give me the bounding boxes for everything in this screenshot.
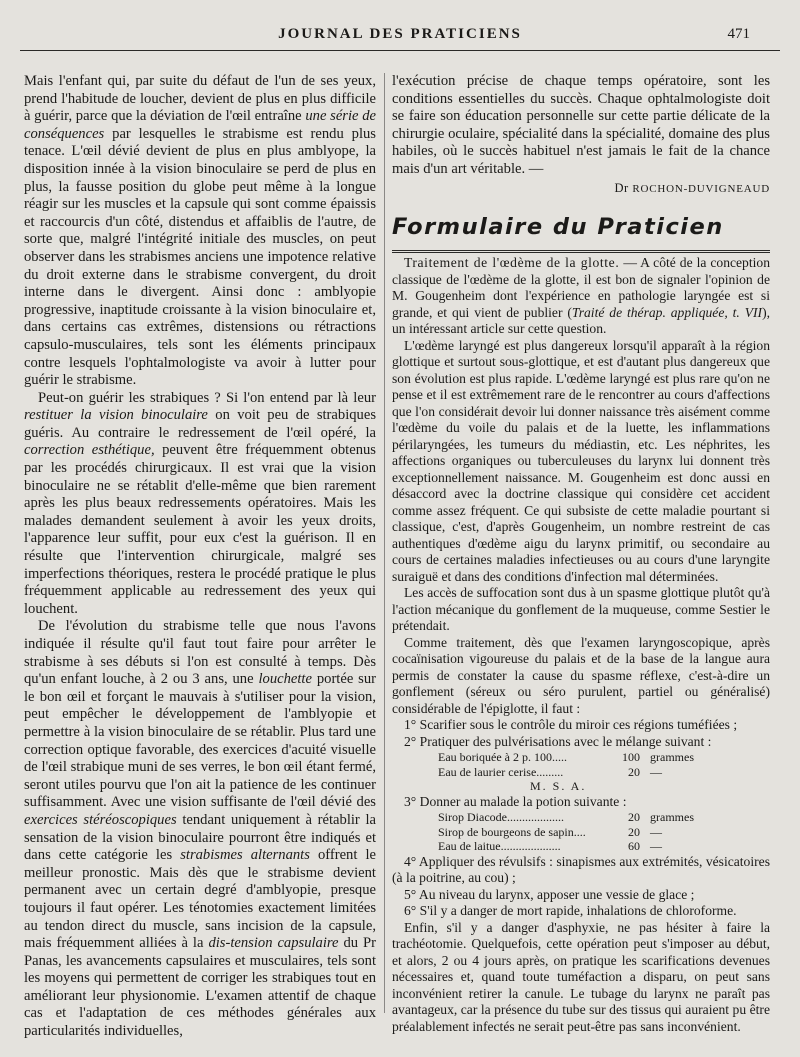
paragraph-guerir-strabiques: Peut-on guérir les strabiques ? Si l'on entend par là leur restituer la vision binoculaire on voit peu de strabiques guéris. Au contraire le redressement de l'œil opéré, la correction esthétique, peuvent être fréquemment obtenus par les procédés chirurgicaux. Il est vrai que la vision binoculaire ne se rétablit d'elle-même que bien rarement après les plus beaux redressements opératoires. Mais les malades demandent seulement à avoir les yeux droits, l'apparence leur suffit, pour eux c'est la guérison. Il en résulte que l'intervention chirurgicale, malgré ses imperfections théoriques, restera le procédé pratique le plus fréquemment applicable au redressement des yeux qui louchent. bbox=[24, 389, 376, 617]
column-divider bbox=[384, 73, 385, 1013]
page-number: 471 bbox=[727, 26, 750, 42]
italic-phrase: louchette bbox=[258, 671, 312, 688]
step-3: 3° Donner au malade la potion suivante : bbox=[404, 793, 627, 809]
italic-reference: Traité de thérap. appliquée, t. VII bbox=[571, 304, 763, 320]
paragraph-suffocation: Les accès de suffocation sont dus à un spasme glottique plutôt qu'à l'action mécanique du gonflement de la muqueuse, comme Sestier le prétendait. bbox=[392, 585, 770, 634]
italic-phrase: une série de conséquences bbox=[24, 108, 376, 142]
italic-phrase: exercices stéréoscopiques bbox=[24, 811, 177, 828]
section-title: Formulaire du Praticien bbox=[392, 214, 770, 253]
italic-phrase: dis-tension capsulaire bbox=[208, 935, 339, 952]
msa-note: M. S. A. bbox=[530, 779, 587, 794]
paragraph-traitement: Comme traitement, dès que l'examen laryngoscopique, après cocaïnisation vigoureuse du palais et de la base de la langue aura permis de constater la cause du spasme réflexe, c'est-à-dire un gonflement (séreux ou séro purulent, partiel ou généralisé) considérable de l'épiglotte, il faut : bbox=[392, 634, 770, 716]
paragraph-oedeme-intro: Traitement de l'œdème de la glotte. — A côté de la conception classique de l'œdème de la glotte, il est bon de signaler l'opinion de M. Gougenheim dont l'expérience en pathologie laryngée est si grande, et qui vient de publier (Traité de thérap. appliquée, t. VII), un intéressant article sur cette question. bbox=[392, 255, 770, 337]
step-2: 2° Pratiquer des pulvérisations avec le mélange suivant : bbox=[404, 733, 712, 749]
author-signature: Dr ROCHON-DUVIGNEAUD bbox=[614, 180, 770, 195]
paragraph-conclusion: l'exécution précise de chaque temps opératoire, sont les conditions essentielles du succès. Chaque ophtalmologiste doit se faire son éducation personnelle sur cette partie délicate de la chirurgie oculaire, spécialité dans la spécialité, domaine des plus habiles, où le succès habituel n'est jamais le fait de la chance mais d'un art véritable. — bbox=[392, 73, 770, 177]
prescription-row: Sirop Diacode................... 20 grammes bbox=[438, 810, 694, 825]
prescription-potion bbox=[392, 810, 770, 854]
formulaire-body bbox=[392, 255, 770, 1035]
journal-title: JOURNAL DES PRATICIENS bbox=[278, 26, 522, 42]
step-6: 6° S'il y a danger de mort rapide, inhalations de chloroforme. bbox=[404, 903, 737, 919]
paragraph-traitement-precoce: De l'évolution du strabisme telle que nous l'avons indiquée il résulte qu'il faut tout faire pour arrêter le strabisme à ses débuts si l'on est consulté à temps. Dès qu'un enfant louche, à 2 ou 3 ans, une louchette portée sur le bon œil et forçant le mauvais à s'utiliser pour la vision, peut empêcher le développement de l'amblyopie et permettre à la vision binoculaire de se rétablir. Plus tard une correction optique favorable, des exercices d'acuité visuelle de l'œil strabique muni de ses verres, le bon œil étant fermé, seront utiles pourvu que l'on ait la patience de les continuer suffisamment. Avec une vision suffisante de l'œil dévié des exercices stéréoscopiques tendant uniquement à rétablir la sensation de la vision binoculaire pourront être indiqués et dans cette catégorie les strabismes alternants offrent le meilleur pronostic. Mais dès que le strabisme devient permanent avec un certain degré d'amblyopie, presque toujours il faut opérer. Les ténotomies exactement limitées au tendon direct du muscle, sans incision de la capsule, mais fréquemment alliées à la dis-tension capsulaire du Pr Panas, les avancements capsulaires et musculaires, tels sont les moyens qui permettent de corriger les strabiques tout en améliorant leur physionomie. L'examen attentif de chaque cas et l'adaptation de ces méthodes générales aux particularités individuelles, bbox=[24, 618, 376, 1040]
step-1: 1° Scarifier sous le contrôle du miroir ces régions tuméfiées ; bbox=[404, 717, 738, 733]
article-heading: Traitement de l'œdème de la glotte. bbox=[404, 255, 620, 271]
paragraph-tracheotomie: Enfin, s'il y a danger d'asphyxie, ne pas hésiter à faire la trachéotomie. Quelquefois, cette opération peut s'imposer au début, et alors, 2 ou 4 jours après, on pratique les scarifications devenues nécessaires et, quand toute tuméfaction a disparu, on peut sans inconvénient retirer la canule. Le tubage du larynx ne paraît pas avantageux, car la présence du tube sur des tissus qui auraient pu être préalablement infectés ne serait peut-être pas sans inconvénient. bbox=[392, 919, 770, 1034]
italic-phrase: strabismes alternants bbox=[180, 847, 310, 864]
step-4: 4° Appliquer des révulsifs : sinapismes aux extrémités, vésicatoires (à la poitrine, au cou) ; bbox=[392, 853, 770, 886]
left-column bbox=[24, 73, 376, 1057]
step-5: 5° Au niveau du larynx, apposer une vessie de glace ; bbox=[404, 886, 695, 902]
right-column bbox=[392, 73, 770, 1057]
prescription-row: Sirop de bourgeons de sapin.... 20 — bbox=[438, 824, 662, 839]
italic-phrase: correction esthétique, bbox=[24, 442, 155, 459]
italic-phrase: restituer la vision binoculaire bbox=[24, 407, 208, 424]
prescription-pulverisation bbox=[392, 750, 770, 794]
paragraph-oedeme-laryngé: L'œdème laryngé est plus dangereux lorsqu'il apparaît à la région glottique et surtout sous-glottique, et est d'autant plus dangereux que son évolution est plus rapide. L'œdème laryngé est plus rare qu'on ne pense et il est extrêmement rare de le rencontrer au cours d'affections que l'on considérait devoir lui donner naissance très aisément comme l'œdème du voile du palais et de la luette, les inflammations périlaryngées, les tumeurs du médiastin, etc. Les néphrites, les affections organiques ou tuberculeuses du larynx lui donnent très exceptionnellement naissance. M. Gougenheim est donc aussi en désaccord avec la doctrine classique qui considère cet accident comme assez fréquent. Ce qui subsiste de cette maladie pourtant si classique, c'est, d'après Gougenheim, un nombre restreint de cas authentiques d'œdème aigu du larynx primitif, ou secondaire au cours de certaines maladies infectieuses ou au cours d'une laryngite suraiguë et dans des conditions d'infection mal déterminées. bbox=[392, 337, 770, 584]
prescription-row: Eau boriquée à 2 p. 100..... 100 grammes bbox=[438, 750, 694, 765]
paragraph-strabisme-evolution: Mais l'enfant qui, par suite du défaut de l'un de ses yeux, prend l'habitude de loucher, devient de plus en plus difficile à guérir, parce que la déviation de l'œil entraîne une série de conséquences par lesquelles le strabisme est rendu plus tenace. L'œil dévié devient de plus en plus amblyope, la disposition innée à la vision binoculaire se perd de plus en plus, la fausse position du globe peut même à la longue réagir sur les muscles et la capsule qui sont comme épaissis et raccourcis d'un côté, distendus et affaiblis de l'autre, de sorte que, malgré l'intégrité initiale des muscles, on peut observer dans les strabismes anciens une impotence relative du droit externe dans le strabisme convergent, du droit interne dans le divergent. Ainsi donc : amblyopie progressive, inaptitude croissante à la vision binoculaire et, dans certains cas extrêmes, distensions ou rétractions capsulo-musculaires, tels sont les éléments principaux contre lesquels l'ophtalmologiste va avoir à lutter pour guérir le strabisme. bbox=[24, 73, 376, 389]
prescription-row: Eau de laitue.................... 60 — bbox=[438, 839, 662, 854]
page-header bbox=[20, 22, 780, 51]
prescription-row: Eau de laurier cerise......... 20 — bbox=[438, 764, 662, 779]
